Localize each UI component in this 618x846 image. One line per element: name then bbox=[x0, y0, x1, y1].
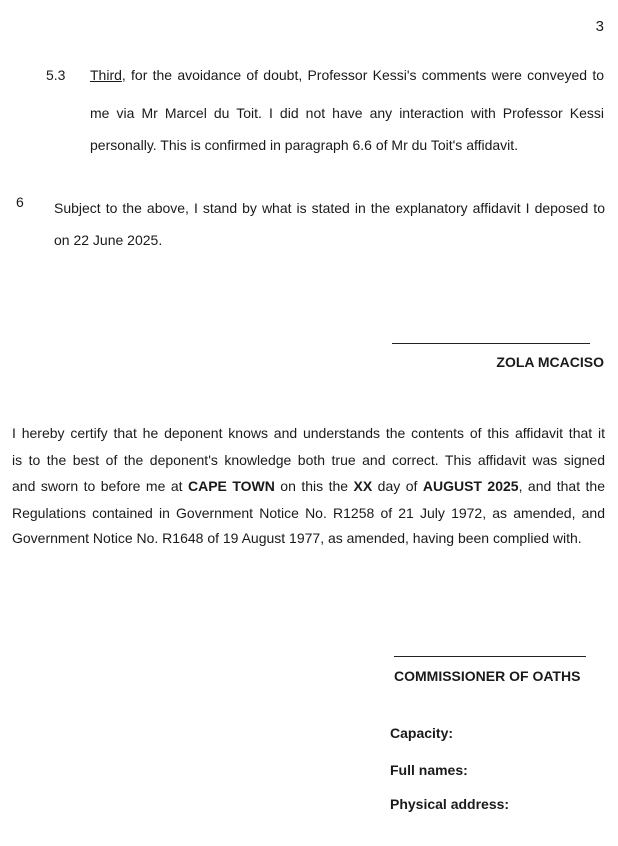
certification-line-3-b: on this the bbox=[274, 478, 354, 494]
deponent-name: ZOLA MCACISO bbox=[496, 354, 604, 370]
commissioner-title: COMMISSIONER OF OATHS bbox=[394, 668, 581, 684]
paragraph-6-line-1: Subject to the above, I stand by what is stated in the explanatory affidavit I deposed to bbox=[54, 200, 605, 216]
paragraph-5-3-line-1-text: , for the avoidance of doubt, Professor Kessi's comments were conveyed to bbox=[121, 67, 604, 83]
certification-line-3-a: and sworn to before me at bbox=[12, 478, 188, 494]
certification-line-2: is to the best of the deponent's knowledge both true and correct. This affidavit was signed bbox=[12, 452, 605, 468]
capacity-label: Capacity: bbox=[390, 725, 454, 741]
paragraph-5-3-line-1 bbox=[90, 67, 604, 83]
certification-line-5: Government Notice No. R1648 of 19 August 1977, as amended, having been complied with. bbox=[12, 530, 582, 546]
paragraph-5-3-line-3: personally. This is confirmed in paragraph 6.6 of Mr du Toit's affidavit. bbox=[90, 137, 519, 153]
certification-line-1: I hereby certify that he deponent knows and understands the contents of this affidavit that it bbox=[12, 425, 605, 441]
certification-line-4: Regulations contained in Government Notice No. R1258 of 21 July 1972, as amended, and bbox=[12, 505, 605, 521]
certification-line-3-c: day of bbox=[372, 478, 423, 494]
paragraph-number-5-3: 5.3 bbox=[46, 67, 66, 83]
physical-address-label: Physical address: bbox=[390, 796, 510, 812]
page-number: 3 bbox=[595, 18, 604, 35]
full-names-label: Full names: bbox=[390, 762, 468, 778]
paragraph-6-line-2: on 22 June 2025. bbox=[54, 232, 163, 248]
oath-place: CAPE TOWN bbox=[187, 478, 275, 494]
commissioner-signature-line bbox=[394, 656, 586, 657]
emphasis-third: Third bbox=[90, 67, 122, 83]
oath-day: XX bbox=[353, 478, 373, 494]
deponent-signature-line bbox=[392, 343, 590, 344]
certification-line-3 bbox=[12, 478, 605, 494]
paragraph-number-6: 6 bbox=[16, 194, 24, 210]
paragraph-5-3-line-2: me via Mr Marcel du Toit. I did not have any interaction with Professor Kessi bbox=[90, 105, 604, 121]
certification-line-3-d: , and that the bbox=[518, 478, 606, 494]
oath-month-year: AUGUST 2025 bbox=[422, 478, 519, 494]
